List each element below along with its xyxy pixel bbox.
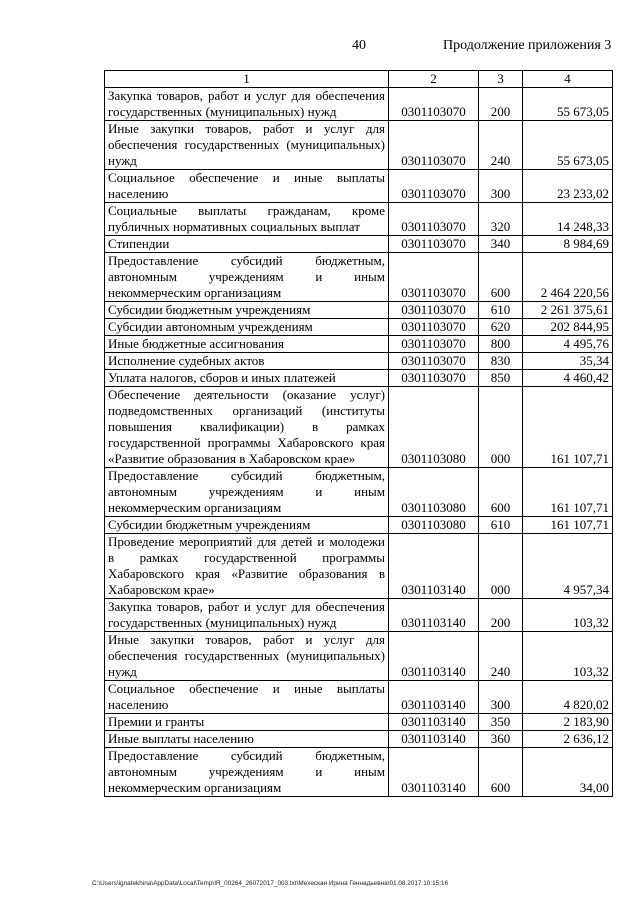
row-vr-cell: 800	[479, 336, 523, 353]
row-vr-cell: 620	[479, 319, 523, 336]
row-vr-cell: 600	[479, 468, 523, 517]
row-name-cell: Предоставление субсидий бюджетным, автономным учреждениям и иным некоммерческим организациям	[105, 468, 389, 517]
table-row	[105, 748, 613, 797]
row-sum-cell: 202 844,95	[523, 319, 613, 336]
row-sum-cell: 35,34	[523, 353, 613, 370]
row-name-cell: Закупка товаров, работ и услуг для обеспечения государственных (муниципальных) нужд	[105, 599, 389, 632]
row-name-cell: Обеспечение деятельности (оказание услуг) подведомственных организаций (институты повышения квалификации) в рамках государственной программы Хабаровского края «Развитие образования в Хабаровском крае»	[105, 387, 389, 468]
row-code-cell: 0301103140	[389, 748, 479, 797]
table-row	[105, 203, 613, 236]
row-name-cell: Социальное обеспечение и иные выплаты населению	[105, 681, 389, 714]
row-code-cell: 0301103080	[389, 387, 479, 468]
row-sum-cell: 4 820,02	[523, 681, 613, 714]
row-sum-cell: 103,32	[523, 632, 613, 681]
row-sum-cell: 2 261 375,61	[523, 302, 613, 319]
table-row	[105, 517, 613, 534]
row-name-cell: Исполнение судебных актов	[105, 353, 389, 370]
row-sum-cell: 161 107,71	[523, 387, 613, 468]
row-sum-cell: 161 107,71	[523, 517, 613, 534]
row-vr-cell: 200	[479, 88, 523, 121]
table-row	[105, 319, 613, 336]
row-name-cell: Социальное обеспечение и иные выплаты населению	[105, 170, 389, 203]
row-name-cell: Субсидии бюджетным учреждениям	[105, 517, 389, 534]
row-code-cell: 0301103080	[389, 468, 479, 517]
row-sum-cell: 161 107,71	[523, 468, 613, 517]
table-row	[105, 731, 613, 748]
column-header-3: 3	[479, 71, 523, 88]
table-body	[105, 88, 613, 797]
row-vr-cell: 300	[479, 681, 523, 714]
row-vr-cell: 600	[479, 748, 523, 797]
row-sum-cell: 103,32	[523, 599, 613, 632]
budget-table	[104, 70, 613, 797]
row-sum-cell: 8 984,69	[523, 236, 613, 253]
row-code-cell: 0301103140	[389, 534, 479, 599]
row-code-cell: 0301103070	[389, 302, 479, 319]
row-vr-cell: 340	[479, 236, 523, 253]
row-vr-cell: 300	[479, 170, 523, 203]
row-code-cell: 0301103080	[389, 517, 479, 534]
row-name-cell: Закупка товаров, работ и услуг для обеспечения государственных (муниципальных) нужд	[105, 88, 389, 121]
table-row	[105, 681, 613, 714]
row-code-cell: 0301103070	[389, 253, 479, 302]
row-name-cell: Иные бюджетные ассигнования	[105, 336, 389, 353]
row-vr-cell: 000	[479, 534, 523, 599]
row-sum-cell: 4 495,76	[523, 336, 613, 353]
continuation-label: Продолжение приложения 3	[443, 38, 612, 53]
row-sum-cell: 2 183,90	[523, 714, 613, 731]
row-code-cell: 0301103140	[389, 714, 479, 731]
page-number: 40	[352, 38, 366, 53]
table-row	[105, 534, 613, 599]
row-sum-cell: 2 636,12	[523, 731, 613, 748]
table-header-row	[105, 71, 613, 88]
row-vr-cell: 610	[479, 302, 523, 319]
row-name-cell: Предоставление субсидий бюджетным, автономным учреждениям и иным некоммерческим организациям	[105, 253, 389, 302]
row-name-cell: Премии и гранты	[105, 714, 389, 731]
row-name-cell: Предоставление субсидий бюджетным, автономным учреждениям и иным некоммерческим организациям	[105, 748, 389, 797]
row-sum-cell: 4 957,34	[523, 534, 613, 599]
table-row	[105, 88, 613, 121]
row-vr-cell: 360	[479, 731, 523, 748]
table-row	[105, 121, 613, 170]
row-vr-cell: 240	[479, 632, 523, 681]
row-name-cell: Стипендии	[105, 236, 389, 253]
table-row	[105, 336, 613, 353]
row-code-cell: 0301103140	[389, 681, 479, 714]
table-row	[105, 714, 613, 731]
table-row	[105, 599, 613, 632]
row-code-cell: 0301103070	[389, 121, 479, 170]
row-sum-cell: 14 248,33	[523, 203, 613, 236]
row-code-cell: 0301103070	[389, 170, 479, 203]
row-vr-cell: 320	[479, 203, 523, 236]
row-name-cell: Иные закупки товаров, работ и услуг для обеспечения государственных (муниципальных) нужд	[105, 632, 389, 681]
row-vr-cell: 000	[479, 387, 523, 468]
row-code-cell: 0301103070	[389, 203, 479, 236]
row-code-cell: 0301103140	[389, 599, 479, 632]
row-code-cell: 0301103140	[389, 731, 479, 748]
row-vr-cell: 350	[479, 714, 523, 731]
table-row	[105, 236, 613, 253]
table-row	[105, 370, 613, 387]
row-vr-cell: 830	[479, 353, 523, 370]
table-row	[105, 302, 613, 319]
row-name-cell: Социальные выплаты гражданам, кроме публичных нормативных социальных выплат	[105, 203, 389, 236]
row-sum-cell: 55 673,05	[523, 88, 613, 121]
row-name-cell: Уплата налогов, сборов и иных платежей	[105, 370, 389, 387]
row-vr-cell: 240	[479, 121, 523, 170]
row-code-cell: 0301103070	[389, 336, 479, 353]
row-name-cell: Субсидии бюджетным учреждениям	[105, 302, 389, 319]
row-name-cell: Иные выплаты населению	[105, 731, 389, 748]
table-row	[105, 387, 613, 468]
row-code-cell: 0301103070	[389, 370, 479, 387]
table-row	[105, 632, 613, 681]
table-row	[105, 353, 613, 370]
row-sum-cell: 23 233,02	[523, 170, 613, 203]
row-sum-cell: 4 460,42	[523, 370, 613, 387]
row-code-cell: 0301103070	[389, 319, 479, 336]
row-vr-cell: 850	[479, 370, 523, 387]
row-name-cell: Проведение мероприятий для детей и молодежи в рамках государственной программы Хабаровского края «Развитие образования в Хабаровском крае»	[105, 534, 389, 599]
row-code-cell: 0301103070	[389, 353, 479, 370]
table-row	[105, 468, 613, 517]
row-vr-cell: 610	[479, 517, 523, 534]
table-row	[105, 253, 613, 302]
row-vr-cell: 600	[479, 253, 523, 302]
column-header-2: 2	[389, 71, 479, 88]
row-name-cell: Иные закупки товаров, работ и услуг для обеспечения государственных (муниципальных) нужд	[105, 121, 389, 170]
column-header-1: 1	[105, 71, 389, 88]
column-header-4: 4	[523, 71, 613, 88]
row-sum-cell: 2 464 220,56	[523, 253, 613, 302]
row-vr-cell: 200	[479, 599, 523, 632]
row-code-cell: 0301103070	[389, 88, 479, 121]
row-code-cell: 0301103140	[389, 632, 479, 681]
row-code-cell: 0301103070	[389, 236, 479, 253]
row-sum-cell: 55 673,05	[523, 121, 613, 170]
table-row	[105, 170, 613, 203]
row-sum-cell: 34,00	[523, 748, 613, 797]
row-name-cell: Субсидии автономным учреждениям	[105, 319, 389, 336]
footer-file-path: C:\Users\ignatekhina\AppData\Local\Temp\IR_00264_26072017_003.txt\Мехеская Ирина Геннадьевна\01.08.2017 10:15:16	[92, 880, 449, 887]
